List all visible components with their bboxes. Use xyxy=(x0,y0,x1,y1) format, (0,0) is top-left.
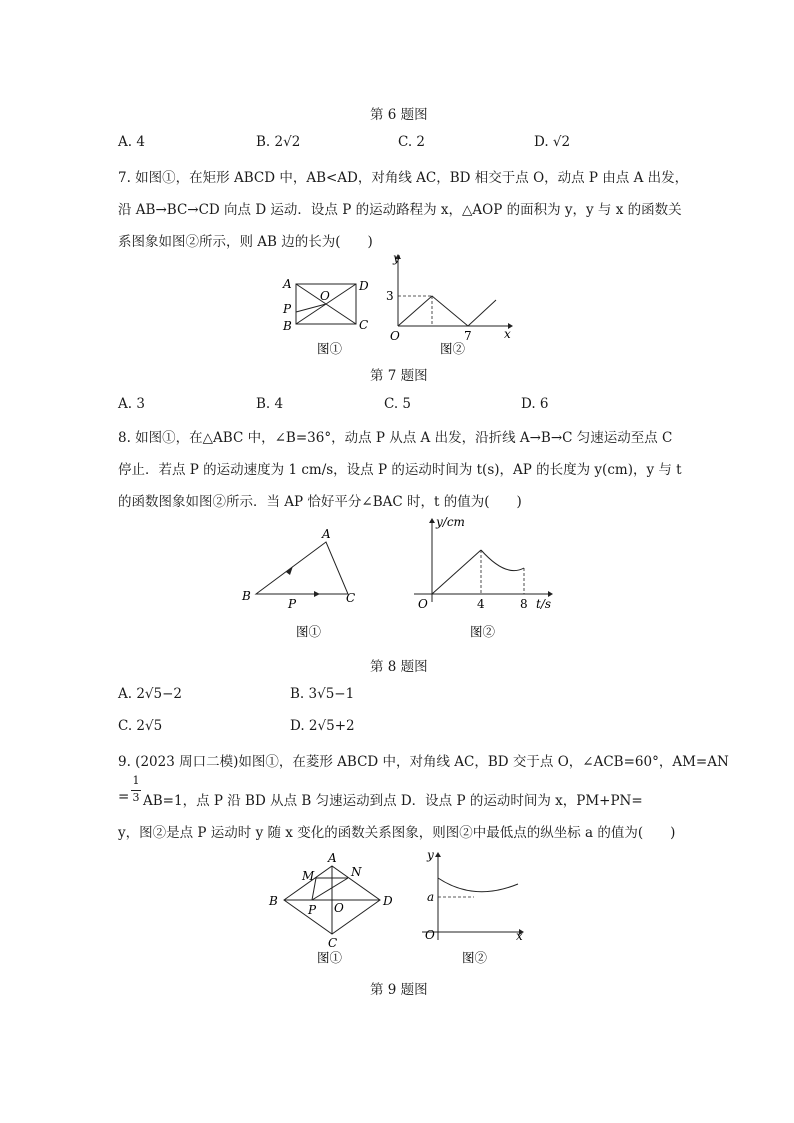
q9-fig1-caption: 图① xyxy=(317,950,343,965)
q9-label-b: B xyxy=(269,894,278,908)
q9-label-c: C xyxy=(328,936,338,950)
q8-tick-4: 4 xyxy=(477,597,485,611)
q8-fig2-graph xyxy=(414,515,553,611)
q6-option-a: A. 4 xyxy=(118,134,145,150)
q8-option-b: B. 3√5−1 xyxy=(290,686,355,702)
q9-fig2-caption: 图② xyxy=(462,950,488,965)
q8-label-p: P xyxy=(288,597,297,611)
q8-tick-8: 8 xyxy=(520,597,528,611)
q6-caption: 第 6 题图 xyxy=(370,107,428,123)
q9-text-line2-eq: = xyxy=(118,789,130,805)
q8-label-a: A xyxy=(322,527,331,541)
q7-origin: O xyxy=(390,329,400,343)
q9-label-min-a: a xyxy=(427,890,435,904)
q7-label-o: O xyxy=(320,289,330,303)
q7-option-c: C. 5 xyxy=(384,396,412,412)
q9-fig1-rhombus xyxy=(268,851,393,950)
q8-caption: 第 8 题图 xyxy=(370,659,428,675)
q7-label-a: A xyxy=(283,277,292,291)
q9-fraction-numerator: 1 xyxy=(132,774,140,787)
q9-fig2-graph xyxy=(422,848,524,943)
q9-label-o: O xyxy=(334,901,344,915)
q8-option-a: A. 2√5−2 xyxy=(118,686,183,702)
q6-option-c: C. 2 xyxy=(398,134,426,150)
q8-text-line1: 8. 如图①，在△ABC 中，∠B=36°，动点 P 从点 A 出发，沿折线 A→B→C 匀速运动至点 C xyxy=(118,430,673,446)
q7-option-a: A. 3 xyxy=(118,396,145,412)
q7-text-line2: 沿 AB→BC→CD 向点 D 运动．设点 P 的运动路程为 x，△AOP 的面积为 y，y 与 x 的函数关 xyxy=(118,202,682,218)
q7-fig2-caption: 图② xyxy=(440,341,466,356)
q6-option-d: D. √2 xyxy=(534,134,571,150)
q7-tick-3: 3 xyxy=(386,289,394,303)
q7-label-c: C xyxy=(359,318,369,332)
q9-caption: 第 9 题图 xyxy=(370,982,428,998)
q9-label-m: M xyxy=(302,869,315,883)
q6-option-b: B. 2√2 xyxy=(256,134,301,150)
q7-label-b: B xyxy=(283,319,292,333)
q9-origin: O xyxy=(425,928,435,942)
q7-axis-x: x xyxy=(504,327,511,341)
q9-text-line2: AB=1，点 P 沿 BD 从点 B 匀速运动到点 D．设点 P 的运动时间为 x，PM+PN= xyxy=(143,793,643,809)
q9-label-d: D xyxy=(383,894,393,908)
q8-axis-y: y/cm xyxy=(436,515,465,529)
q7-option-d: D. 6 xyxy=(521,396,549,412)
q9-text-line3: y，图②是点 P 运动时 y 随 x 变化的函数关系图象，则图②中最低点的纵坐标 a 的值为( ) xyxy=(118,825,676,841)
q8-fig2-caption: 图② xyxy=(470,624,496,639)
q9-axis-x: x xyxy=(516,929,523,943)
q7-label-p: P xyxy=(283,302,292,316)
q9-fraction-denominator: 3 xyxy=(132,791,140,804)
q7-figures xyxy=(270,250,520,360)
q9-axis-y: y xyxy=(427,848,434,862)
q9-label-n: N xyxy=(351,865,362,879)
q8-arrow-bc xyxy=(314,591,320,597)
q7-fig1-rectangle xyxy=(282,277,369,333)
q9-text-line1: 9. (2023 周口二模)如图①，在菱形 ABCD 中，对角线 AC，BD 交于点 O，∠ACB=60°，AM=AN xyxy=(118,754,729,770)
q8-text-line2: 停止．若点 P 的运动速度为 1 cm/s，设点 P 的运动时间为 t(s)，AP 的长度为 y(cm)，y 与 t xyxy=(118,462,682,478)
q7-text-line3: 系图象如图②所示，则 AB 边的长为( ) xyxy=(118,234,373,250)
q8-label-c: C xyxy=(346,591,356,605)
q9-label-a: A xyxy=(328,851,337,865)
q8-fig1-caption: 图① xyxy=(296,624,322,639)
q7-axis-y: y xyxy=(393,251,400,265)
q7-caption: 第 7 题图 xyxy=(370,368,428,384)
q9-label-p: P xyxy=(308,903,317,917)
q8-fig1-triangle xyxy=(241,527,355,611)
q8-figures xyxy=(230,512,570,642)
q7-fig1-caption: 图① xyxy=(317,341,343,356)
q8-origin: O xyxy=(418,597,428,611)
q9-figures xyxy=(262,842,537,967)
q7-fig2-graph xyxy=(386,251,513,343)
q7-label-d: D xyxy=(359,279,369,293)
q8-label-b: B xyxy=(242,589,251,603)
q7-text-line1: 7. 如图①，在矩形 ABCD 中，AB<AD，对角线 AC，BD 相交于点 O，动点 P 由点 A 出发， xyxy=(118,170,689,186)
q8-text-line3: 的函数图象如图②所示．当 AP 恰好平分∠BAC 时，t 的值为( ) xyxy=(118,494,522,510)
q8-option-d: D. 2√5+2 xyxy=(290,718,355,734)
q7-option-b: B. 4 xyxy=(256,396,284,412)
q8-axis-t: t/s xyxy=(536,597,552,611)
q8-option-c: C. 2√5 xyxy=(118,718,163,734)
q7-tick-7: 7 xyxy=(464,329,472,343)
